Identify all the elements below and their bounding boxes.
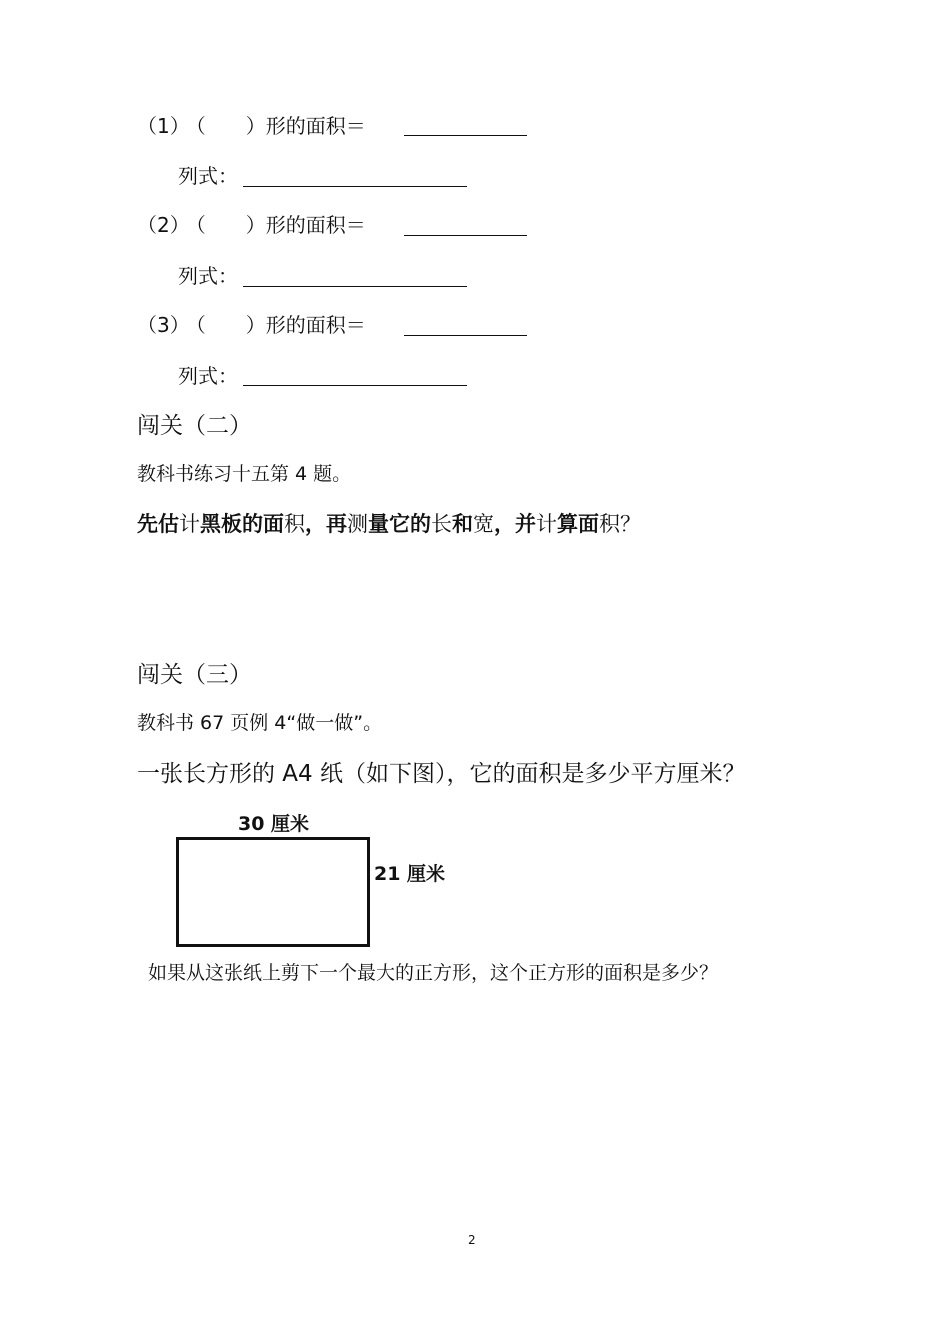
a4-rectangle (176, 837, 370, 947)
item-1-formula-blank (243, 186, 467, 187)
item-1-row (137, 114, 366, 138)
item-3-number: （3） (137, 313, 190, 337)
item-3-formula-label: 列式： (178, 364, 238, 388)
item-2-area-blank (404, 235, 527, 236)
section-2-question: 先估计黑板的面积，再测量它的长和宽，并计算面积？ (137, 512, 641, 536)
section-2-reference: 教科书练习十五第 4 题。 (137, 463, 352, 485)
page-number: 2 (468, 1233, 476, 1247)
item-2-formula-label: 列式： (178, 264, 238, 288)
item-3-formula-blank (243, 385, 467, 386)
item-2-formula-blank (243, 286, 467, 287)
item-3-area-blank (404, 335, 527, 336)
section-3-followup: 如果从这张纸上剪下一个最大的正方形，这个正方形的面积是多少？ (148, 962, 719, 984)
rectangle-width-label: 30 厘米 (238, 813, 310, 835)
item-1-area-blank (404, 135, 527, 136)
item-2-row (137, 213, 366, 237)
item-2-blank-paren: （ ） (195, 213, 266, 237)
item-3-shape-text: 形的面积＝ (265, 313, 366, 337)
section-3-reference: 教科书 67 页例 4“做一做”。 (137, 712, 383, 734)
item-1-formula-label: 列式： (178, 164, 238, 188)
section-3-question: 一张长方形的 A4 纸（如下图），它的面积是多少平方厘米？ (137, 761, 746, 787)
item-2-number: （2） (137, 213, 190, 237)
rectangle-height-label: 21 厘米 (374, 863, 446, 885)
section-3-heading: 闯关（三） (137, 662, 252, 688)
item-2-shape-text: 形的面积＝ (265, 213, 366, 237)
item-3-row (137, 313, 366, 337)
item-3-blank-paren: （ ） (195, 313, 266, 337)
item-1-shape-text: 形的面积＝ (265, 114, 366, 138)
item-1-blank-paren: （ ） (195, 114, 266, 138)
section-2-heading: 闯关（二） (137, 413, 252, 439)
item-1-number: （1） (137, 114, 190, 138)
